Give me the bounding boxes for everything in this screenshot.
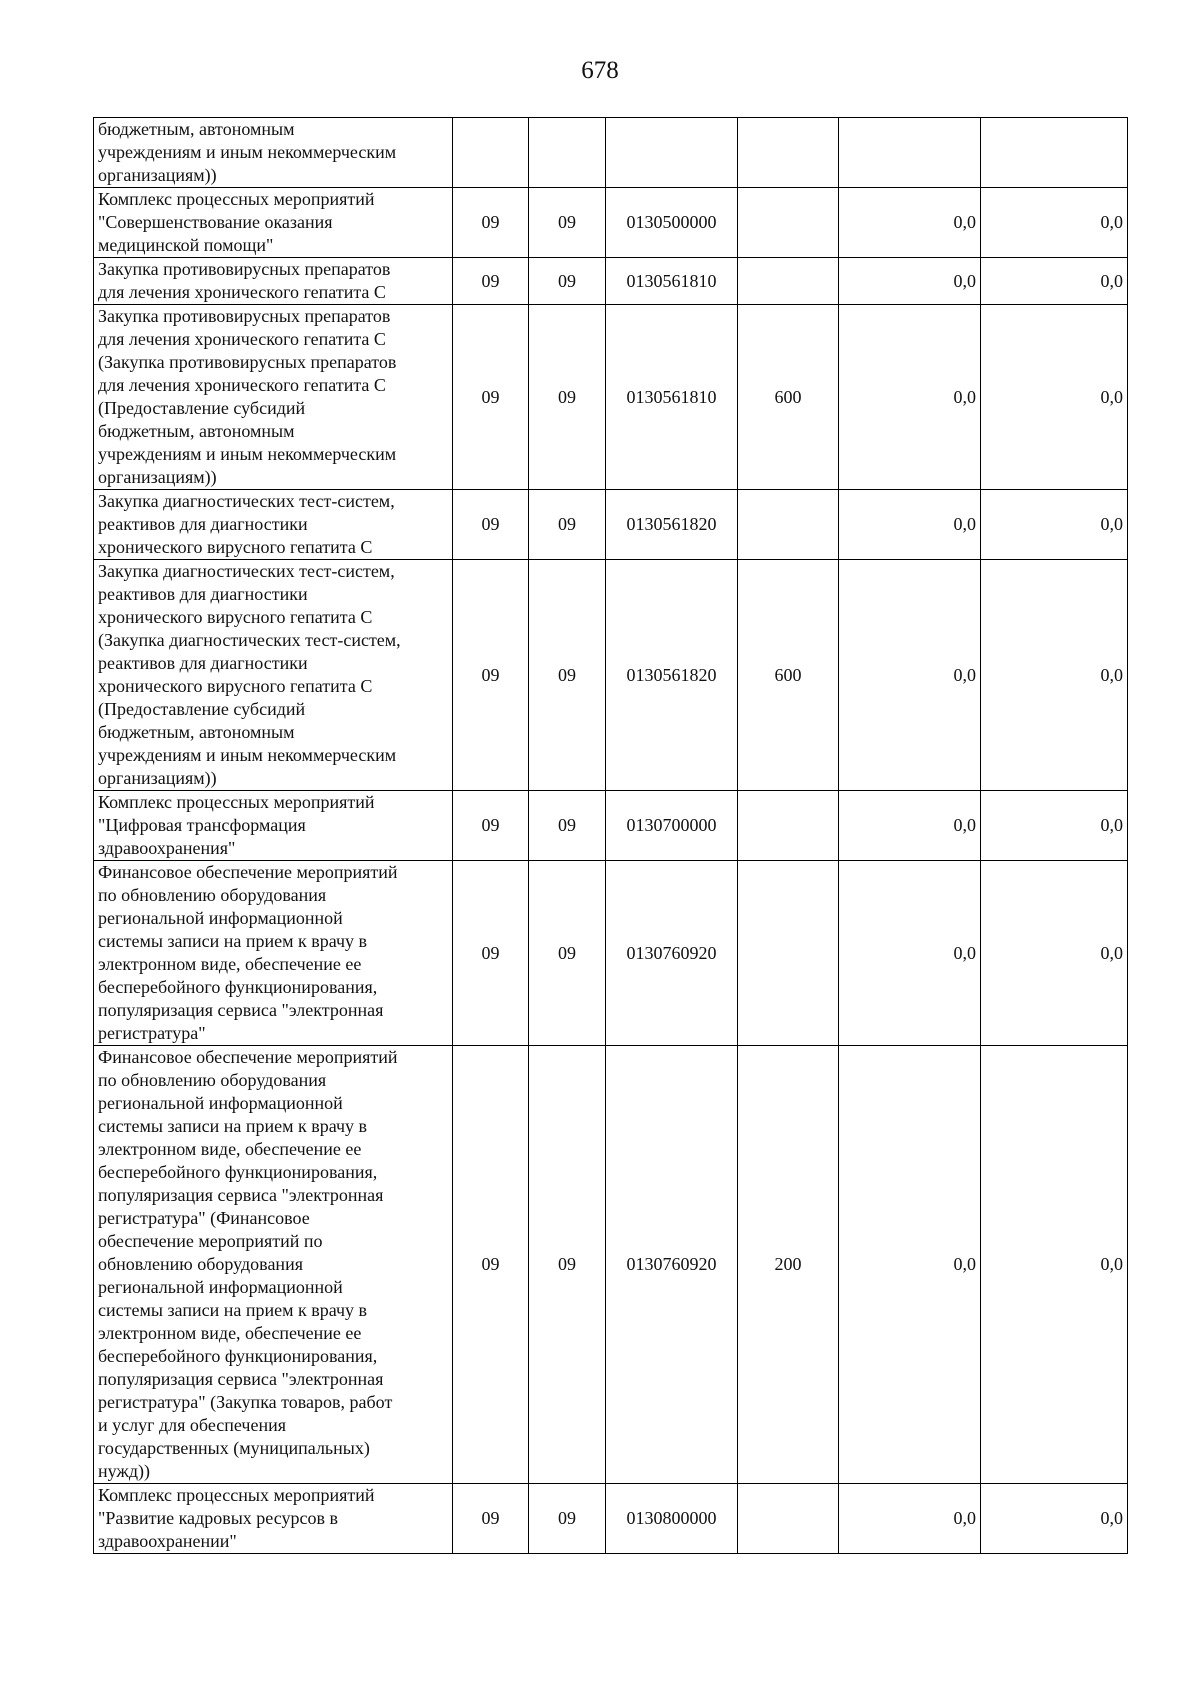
description-line: бесперебойного функционирования,: [98, 977, 378, 997]
amount-first: 0,0: [839, 305, 981, 490]
section-code: 09: [453, 791, 529, 861]
section-code: 09: [453, 1484, 529, 1554]
subsection-code: 09: [529, 490, 606, 560]
budget-table: [93, 117, 1128, 1554]
amount-first: 0,0: [839, 188, 981, 258]
description-line: Комплекс процессных мероприятий: [98, 1485, 375, 1505]
description-line: реактивов для диагностики: [98, 514, 308, 534]
description-line: регистратура" (Закупка товаров, работ: [98, 1392, 393, 1412]
amount-second: 0,0: [981, 490, 1128, 560]
table-row: [94, 188, 1128, 258]
section-code: 09: [453, 305, 529, 490]
subsection-code: 09: [529, 305, 606, 490]
description-line: организациям)): [98, 165, 217, 185]
description-line: "Цифровая трансформация: [98, 815, 306, 835]
description-line: для лечения хронического гепатита С: [98, 282, 386, 302]
section-code: 09: [453, 560, 529, 791]
expense-description: [94, 118, 453, 188]
amount-second: 0,0: [981, 791, 1128, 861]
description-line: (Предоставление субсидий: [98, 398, 306, 418]
description-line: учреждениям и иным некоммерческим: [98, 142, 397, 162]
description-line: хронического вирусного гепатита С: [98, 607, 373, 627]
subsection-code: 09: [529, 1484, 606, 1554]
expense-type-code: [738, 861, 839, 1046]
description-line: учреждениям и иным некоммерческим: [98, 444, 397, 464]
description-line: медицинской помощи": [98, 235, 274, 255]
description-line: здравоохранения": [98, 838, 236, 858]
target-article-code: 0130500000: [606, 188, 738, 258]
description-line: государственных (муниципальных): [98, 1438, 370, 1458]
description-line: (Предоставление субсидий: [98, 699, 306, 719]
expense-description: [94, 861, 453, 1046]
table-row: [94, 1484, 1128, 1554]
description-line: по обновлению оборудования: [98, 885, 327, 905]
amount-first: 0,0: [839, 1484, 981, 1554]
amount-second: 0,0: [981, 305, 1128, 490]
description-line: Закупка противовирусных препаратов: [98, 306, 391, 326]
description-line: для лечения хронического гепатита С: [98, 329, 386, 349]
expense-type-code: 200: [738, 1046, 839, 1484]
description-line: организациям)): [98, 768, 217, 788]
section-code: [453, 118, 529, 188]
description-line: системы записи на прием к врачу в: [98, 1300, 368, 1320]
description-line: популяризация сервиса "электронная: [98, 1000, 384, 1020]
description-line: регистратура": [98, 1023, 206, 1043]
expense-description: [94, 305, 453, 490]
description-line: электронном виде, обеспечение ее: [98, 1139, 362, 1159]
description-line: популяризация сервиса "электронная: [98, 1369, 384, 1389]
description-line: здравоохранении": [98, 1531, 237, 1551]
description-line: нужд)): [98, 1461, 150, 1481]
subsection-code: 09: [529, 861, 606, 1046]
description-line: для лечения хронического гепатита С: [98, 375, 386, 395]
subsection-code: 09: [529, 560, 606, 791]
table-body: [94, 118, 1128, 1554]
subsection-code: 09: [529, 1046, 606, 1484]
description-line: Финансовое обеспечение мероприятий: [98, 1047, 398, 1067]
description-line: регистратура" (Финансовое: [98, 1208, 310, 1228]
description-line: системы записи на прием к врачу в: [98, 931, 368, 951]
description-line: по обновлению оборудования: [98, 1070, 327, 1090]
expense-description: [94, 1046, 453, 1484]
expense-description: [94, 1484, 453, 1554]
table-row: [94, 305, 1128, 490]
description-line: региональной информационной: [98, 908, 343, 928]
subsection-code: 09: [529, 258, 606, 305]
target-article-code: 0130800000: [606, 1484, 738, 1554]
description-line: бесперебойного функционирования,: [98, 1346, 378, 1366]
expense-type-code: [738, 188, 839, 258]
amount-second: 0,0: [981, 861, 1128, 1046]
description-line: региональной информационной: [98, 1093, 343, 1113]
description-line: "Развитие кадровых ресурсов в: [98, 1508, 338, 1528]
target-article-code: 0130561810: [606, 258, 738, 305]
target-article-code: 0130700000: [606, 791, 738, 861]
description-line: хронического вирусного гепатита С: [98, 537, 373, 557]
expense-type-code: 600: [738, 305, 839, 490]
description-line: реактивов для диагностики: [98, 653, 308, 673]
description-line: хронического вирусного гепатита С: [98, 676, 373, 696]
target-article-code: [606, 118, 738, 188]
subsection-code: 09: [529, 791, 606, 861]
description-line: электронном виде, обеспечение ее: [98, 954, 362, 974]
amount-first: 0,0: [839, 861, 981, 1046]
amount-second: 0,0: [981, 1484, 1128, 1554]
description-line: Закупка диагностических тест-систем,: [98, 561, 395, 581]
expense-type-code: [738, 791, 839, 861]
section-code: 09: [453, 188, 529, 258]
description-line: популяризация сервиса "электронная: [98, 1185, 384, 1205]
target-article-code: 0130561810: [606, 305, 738, 490]
description-line: обеспечение мероприятий по: [98, 1231, 323, 1251]
amount-second: 0,0: [981, 560, 1128, 791]
table-row: [94, 791, 1128, 861]
table-row: [94, 861, 1128, 1046]
section-code: 09: [453, 258, 529, 305]
expense-type-code: [738, 118, 839, 188]
description-line: учреждениям и иным некоммерческим: [98, 745, 397, 765]
table-row: [94, 490, 1128, 560]
amount-second: 0,0: [981, 258, 1128, 305]
description-line: Закупка диагностических тест-систем,: [98, 491, 395, 511]
description-line: "Совершенствование оказания: [98, 212, 333, 232]
amount-second: 0,0: [981, 188, 1128, 258]
subsection-code: 09: [529, 188, 606, 258]
description-line: бюджетным, автономным: [98, 421, 295, 441]
amount-first: 0,0: [839, 490, 981, 560]
expense-description: [94, 188, 453, 258]
description-line: (Закупка противовирусных препаратов: [98, 352, 397, 372]
amount-second: [981, 118, 1128, 188]
description-line: электронном виде, обеспечение ее: [98, 1323, 362, 1343]
description-line: системы записи на прием к врачу в: [98, 1116, 368, 1136]
description-line: Комплекс процессных мероприятий: [98, 189, 375, 209]
expense-type-code: [738, 1484, 839, 1554]
table-row: [94, 118, 1128, 188]
amount-first: 0,0: [839, 1046, 981, 1484]
description-line: организациям)): [98, 467, 217, 487]
description-line: бесперебойного функционирования,: [98, 1162, 378, 1182]
description-line: обновлению оборудования: [98, 1254, 303, 1274]
target-article-code: 0130760920: [606, 861, 738, 1046]
table-row: [94, 1046, 1128, 1484]
amount-second: 0,0: [981, 1046, 1128, 1484]
expense-type-code: [738, 258, 839, 305]
amount-first: 0,0: [839, 560, 981, 791]
target-article-code: 0130760920: [606, 1046, 738, 1484]
description-line: бюджетным, автономным: [98, 119, 295, 139]
page-number: 678: [581, 57, 619, 84]
amount-first: [839, 118, 981, 188]
description-line: Финансовое обеспечение мероприятий: [98, 862, 398, 882]
amount-first: 0,0: [839, 258, 981, 305]
expense-description: [94, 791, 453, 861]
section-code: 09: [453, 861, 529, 1046]
section-code: 09: [453, 490, 529, 560]
table-row: [94, 258, 1128, 305]
expense-description: [94, 258, 453, 305]
expense-type-code: 600: [738, 560, 839, 791]
expense-description: [94, 490, 453, 560]
description-line: реактивов для диагностики: [98, 584, 308, 604]
description-line: и услуг для обеспечения: [98, 1415, 287, 1435]
subsection-code: [529, 118, 606, 188]
amount-first: 0,0: [839, 791, 981, 861]
section-code: 09: [453, 1046, 529, 1484]
description-line: региональной информационной: [98, 1277, 343, 1297]
description-line: бюджетным, автономным: [98, 722, 295, 742]
expense-description: [94, 560, 453, 791]
table-row: [94, 560, 1128, 791]
description-line: Закупка противовирусных препаратов: [98, 259, 391, 279]
target-article-code: 0130561820: [606, 490, 738, 560]
expense-type-code: [738, 490, 839, 560]
description-line: Комплекс процессных мероприятий: [98, 792, 375, 812]
description-line: (Закупка диагностических тест-систем,: [98, 630, 401, 650]
target-article-code: 0130561820: [606, 560, 738, 791]
